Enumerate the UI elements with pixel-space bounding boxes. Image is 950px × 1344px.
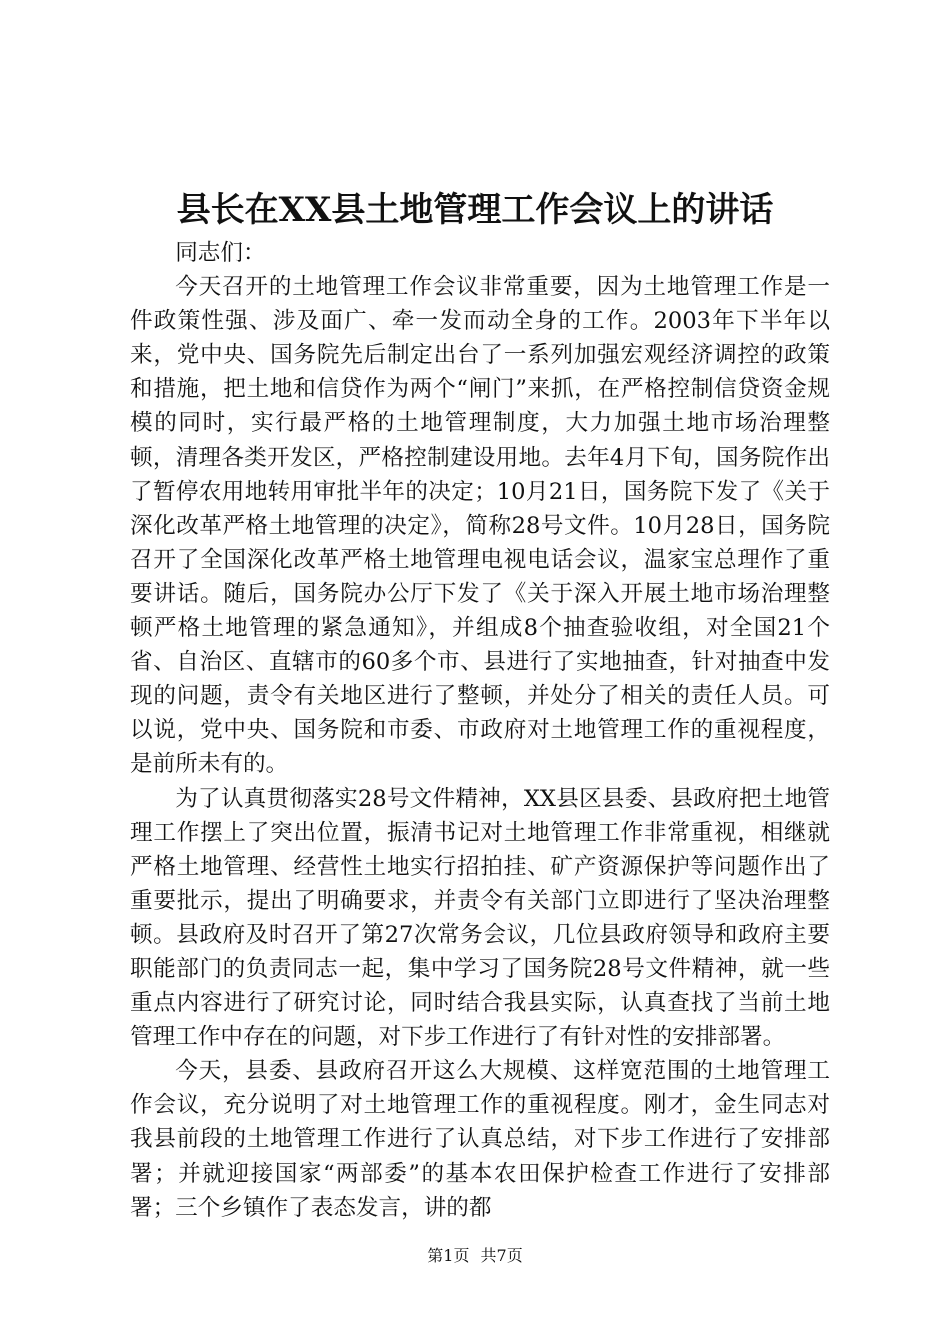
document-title: 县长在XX县土地管理工作会议上的讲话 bbox=[176, 190, 774, 230]
page-footer bbox=[0, 1245, 950, 1267]
document-body bbox=[130, 236, 830, 1225]
paragraph-1: 今天召开的土地管理工作会议非常重要，因为土地管理工作是一件政策性强、涉及面广、牵一发而动全身的工作。2003年下半年以来，党中央、国务院先后制定出台了一系列加强宏观经济调控的政策和措施，把土地和信贷作为两个“闸门”来抓，在严格控制信贷资金规模的同时，实行最严格的土地管理制度，大力加强土地市场治理整顿，清理各类开发区，严格控制建设用地。去年4月下旬，国务院作出了暂停农用地转用审批半年的决定；10月21日，国务院下发了《关于深化改革严格土地管理的决定》，简称28号文件。10月28日，国务院召开了全国深化改革严格土地管理电视电话会议，温家宝总理作了重要讲话。随后，国务院办公厅下发了《关于深入开展土地市场治理整顿严格土地管理的紧急通知》，并组成8个抽查验收组，对全国21个省、自治区、直辖市的60多个市、县进行了实地抽查，针对抽查中发现的问题，责令有关地区进行了整顿，并处分了相关的责任人员。可以说，党中央、国务院和市委、市政府对土地管理工作的重视程度，是前所未有的。 bbox=[130, 274, 830, 778]
paragraph-3: 今天，县委、县政府召开这么大规模、这样宽范围的土地管理工作会议，充分说明了对土地管理工作的重视程度。刚才，金生同志对我县前段的土地管理工作进行了认真总结，对下步工作进行了安排部署；并就迎接国家“两部委”的基本农田保护检查工作进行了安排部署；三个乡镇作了表态发言，讲的都 bbox=[130, 1058, 830, 1221]
page-total: 共7页 bbox=[480, 1246, 523, 1265]
salutation: 同志们： bbox=[175, 240, 266, 266]
page-number: 第1页 bbox=[427, 1246, 470, 1265]
paragraph-2: 为了认真贯彻落实28号文件精神，XX县区县委、县政府把土地管理工作摆上了突出位置，振清书记对土地管理工作非常重视，相继就严格土地管理、经营性土地实行招拍挂、矿产资源保护等问题作出了重要批示，提出了明确要求，并责令有关部门立即进行了坚决治理整顿。县政府及时召开了第27次常务会议，几位县政府领导和政府主要职能部门的负责同志一起，集中学习了国务院28号文件精神，就一些重点内容进行了研究讨论，同时结合我县实际，认真查找了当前土地管理工作中存在的问题，对下步工作进行了有针对性的安排部署。 bbox=[130, 785, 830, 1051]
